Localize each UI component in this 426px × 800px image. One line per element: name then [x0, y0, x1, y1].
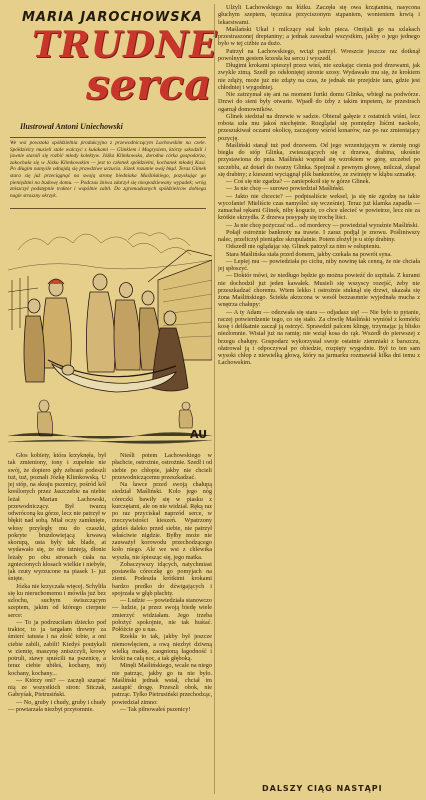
paragraph: Stara Maślińska stała przed domem, jakby czekała na powrót syna.	[226, 250, 392, 258]
paragraph: Rzekła to tak, jakby był jeszcze niemowlęciem, a ową niezbyt dziwną wielką matkę, zaognioną łagodność i kroki na całą noc, a tak głęboką.	[112, 633, 212, 662]
paragraph: Głos kobiety, która krzyknęła, był tak zmieniony, iony i zupełnie nie swój, że dopiero gdy zebrani podeszli tuż, tuż, poznali Józkę Klimkowską. U jej stóp, na skraju pszenicy, pośród kół kreślonych przez Jaszczebie na niebie leżał Marian Lachowski, przewodniczący. Był twarzą odwróconą ku górze, lecz nie patrzył w błękit nad sobą. Miał oczy zamknięte, włosy przyległy mu do czaszki, pokryte bruzdowiejącą krwawą skorupą, usta były tak blade, ai wydawało się, że nie istnieją, dłonie leżały po obu stronach ciała na zgniecionych kłosach wielkie i niebyłe, jak rzuty wyrzucone na piasek 1- już śnięte.	[8, 452, 106, 583]
paragraph: Maślański Ukał i milczący stał koło pieca. Omijali go na szlakach przestraszonej dreptaniny; a jednak zawadzał wszystkim, jakby o jego jednego było w tej ciżbie za dużo.	[218, 25, 420, 48]
paragraph: Nie zatrzymał się ani na moment furtki domu Glinka, wbiegł na podwórze. Drzwi do sieni były otwarte. Wpadł do izby z takim impetem, że przestrach ogarnął domowników.	[218, 91, 420, 113]
paragraph: Zobaczywszy idących, natychmiast postawiła córeczkę go pomyjach na ziemi. Podeszła krótkimi krokami bardzo predko do dźwigających i spojrzała w głąb płachty.	[112, 560, 212, 597]
paragraph: — Którzy oni? — zaczęli szarpać nią ze wszystkich stron: Sitczak, Gabryśak, Pietrusiński.	[8, 676, 106, 699]
paragraph: — Doktór mówi, że niedługo będzie go można powieźć do szpitala. Z kurami nie dochodził już jeden kawałek. Musieli się wszyscy rozejść, żeby nie przeszkadzać choremu. Wtem lekko i ostrożnie stuknął się drzwi, ukazała się żona Maślińskiego. Ściekła akrzcona w wesół bezzasmnie wyjednała mucha z wnętrza chałupy:	[218, 272, 420, 309]
story-illustration	[8, 210, 212, 448]
story-title-line2: serca	[86, 60, 212, 109]
paragraph: — Tak pilnowałeś pszenicy!	[120, 705, 191, 713]
paragraph: Patrzył na Lachowskiego, wciąż patrzył. Wreszcie jeszcze raz dotknął powolnym gestem krzesła ku sercu i wyszedł.	[218, 47, 420, 62]
story-header	[6, 4, 218, 112]
paragraph: — Ja nie chcę pożyczać od... od mordercy — powiedział wyraźnie Maśliński.	[226, 221, 419, 229]
paragraph: — A ty Adam — odezwała się stara — odjadasz się! — Nie było to pytanie, raczej potwierdzenie tego, co się stało. Za chwilę Maśliński wyniósł z komórki kosę i delikatnie zaczął ją ostrzyć. Sprawdził palcem klingę, trzymając ją blisko niezłomnie. Wisiał już na ramię; nie wziął kosa do rąk. Wszedł do pierwszej z brzegu chałupy. Gospodarz wykorzystał swoje ostatnie ziemniaki z barszczu, ołatrował ją i odpoczywał po obiedzie, rozpięty wygodnie. Był to ten sam wysoki chłop z niewielką głową, który na jarmarku rozmawiał kilka dni temu z Lachowskim.	[218, 308, 420, 367]
paragraph: — To ja podrzuciłam dziecko pod traktor, to ja targałam drewny za śmierć tatusia i na złość tobie, a oni ciebie zabili, zabili! Kiedyś poutykali w ziemię, maszynę zniszczyli, krowy potruli, stawy spuścili na pszenicę, a teraz ciebie ubiłeś, kochany, mój kochany, kochany...	[8, 618, 106, 677]
story-title-line1: TRUDNE	[32, 24, 218, 66]
text-column-bottom-left	[8, 452, 106, 788]
author-name: MARIA JAROCHOWSKA	[22, 10, 203, 25]
continued-notice: DALSZY CIĄG NASTĄPI	[262, 784, 383, 793]
paragraph: — Ludzie — powiedziała stanowczo — ludzie, ja przez swoją biedę wiele zmierzyć widziałam. Jego trzeba położyć spokojnie, nie tak huśtać. Połóżcie go u nas.	[112, 597, 212, 633]
paragraph: Na ławce przed swoją chałupą siedział Maśliński. Kolo jego nóg córeczki bawiły się w piasku z kurczętami, ale on nie widział. Ręką raz po raz przyciskał naprzód serce, w rzeczywistości kieszeń. Wpatrzony gdzieś daleko przed siebie, nie patrzył właściwie nigdzie. Byłby może nie zauważył korowodu przechodzącego koło niego. Ale we wsi z chlewika wyszła, nie śpiesząc się, jego matka.	[112, 481, 212, 561]
column-divider	[214, 4, 215, 794]
paragraph: Długimi krokami spieszył przez wieś, nie szukając cienia pod drzewami, jak zwykle zimą. Szedł po odsłoniętej stronie szosy. Wydawało mu się, że krokiem nie zdąży, może już nie zdąży na czas, że jednak nie przejdzie tam, gdzie jest chłodniej i wygodniej.	[218, 62, 420, 91]
paragraph: — No, gruby i chudy, gruby i chudy — powtarzała niezbyt przytomnie.	[8, 698, 106, 713]
paragraph: Odszedł nie oglądając się. Glinek patrzył za nim w osłupieniu.	[226, 243, 381, 251]
text-column-right	[218, 4, 420, 776]
illustration-signature: AU	[190, 428, 208, 441]
story-synopsis: We wsi powstała spółdzielnia produkcyjna z przewodniczącym Lachowskim na czele. Spółdzielcy musieli stale walczyć z kułakami — Glinkiem i Magrysiem, którzy szkodzili i jawnie starali się rozbić młody kolektyw. Jóźka Klimkowska, dorodna córka gospodarza, zakochała się w Józku Klimkowskim — jest to członek spółdzielni, kochanek młodej Kasi. Po długim namyśle odnajdą się prawdziwe uczucia. Józek rozumie swój błąd. Teraz Glinek stara się już przeciągnąć na swoją stronę biedniaka Maślińskiego, pozyskując go pieniędzmi na budowę domu. — Podczas żniwa zdarzył się niespodziewany wypadek; wróg zniszczył podstępnie traktor i wspólnie zabił. Do zgromadzonych spółdzielców dobiega nagle straszny okrzyk.	[10, 137, 206, 209]
paragraph: Minęli Maślińskiego, wcale na niego nie patrząc, jakby go tu nie było. Maśliński jednak wstał, chciał im zastąpić drogę. Przeszli obok, nie patrząc. Tylko Pietrusiński przechodząc, powiedział zimno:	[112, 662, 212, 706]
paragraph: Maśliński stanął tuż pod drzewem. Od jego wrzeniującym w ziemię nogi biegła do stóp Glinka, zwieszających się z drzewa, drabina, ukośnie przystawiona do pnia. Maśliński wspinał się wzrokiem w górę, szczebel po szczeblu, aż dotarł do twarzy Glinka. Spojrzał z pewnym głowę, milczał, złapał się drabiny; z kieszeni wyciągnął plik banknotów, ze zwinięty w kłąbu szmatkę.	[218, 141, 420, 178]
paragraph: — Lepiej mu — powiedziała po cichu, niby nowinę tak cenną, że nie chciała jej spłoszyć.	[218, 257, 420, 272]
paragraph: — Coś się nie zgadza? — zaniepokoił się w górze Glinek.	[226, 178, 371, 185]
paragraph: Glinek siedział na drzewie w sadzie. Obierał gałęzie z ostatnich wiśni, lecz robota szła mu jakoś niechętnie. Rozglądał się pomiędzy liśćmi naokoło, przeszukiwał oczami okolicę, zaczajony wśród konarów, raz po raz zmieniający pozycję.	[218, 112, 420, 142]
paragraph: — Jakto nie chcecie? — podpisaliście weksel, ja się nie zgodzę na takie wycofanie! Mieliście czas namyśleć się wcześniej. Teraz już klamka zapadła — zamachał rękami Glinek, niby kogucie, co chce ulecieć w powietrze, lecz nie za krótkie skrzydła. Z drzewa posypały się trochę liści.	[218, 192, 420, 222]
text-column-bottom-middle	[112, 452, 212, 788]
paragraph: Ulżyli Lachowskiego na łóżku. Zaczęła się owa krzątanina, nasycona głuchym szeptem, tęcznica przyciszonym stąpaniem, wonieniem krwią i lekarstwami.	[218, 4, 420, 26]
paragraph: Połajł ostrożnie banknoty na trawie. I zaraz podjął je znowu. Pośliniwszy nalec, przeliczył pieniądze skrupulatnie. Potem złożył je u stóp drabiny.	[218, 228, 420, 243]
paragraph: Józka nie krzyczała więcej. Schyliła się ku nieruchomemu i mówiła już bez szlochu, suchym świszczącym szeptem, jakim od którego cierpnie serce:	[8, 582, 106, 619]
illustrator-credit: Ilustrował Antoni Uniechowski	[20, 122, 123, 131]
paragraph: Nieśli potem Lachowskiego w płachcie, ostrożnie, ostrożnie. Szedł i od siebie po chłopie, jakby nie chcieli przewodniczącemu przeszkadzać.	[112, 452, 212, 481]
paragraph: — Ja nie chcę — surowo powiedział Maśliński.	[226, 185, 345, 193]
